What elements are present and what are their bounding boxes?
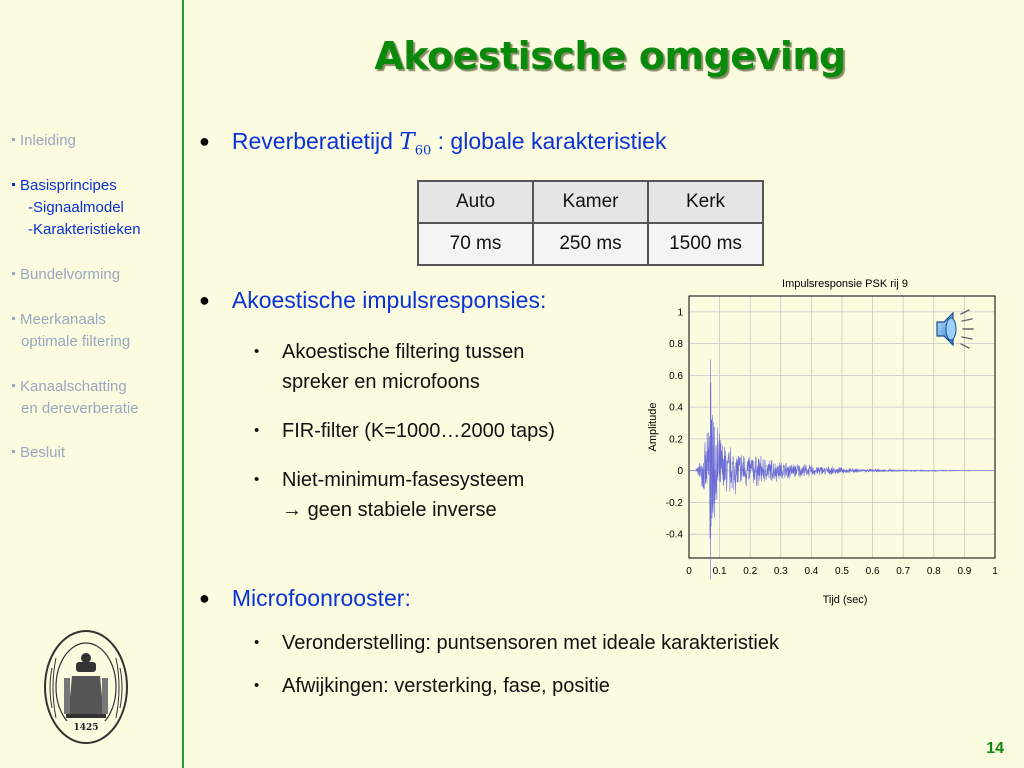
square-bullet-icon: [12, 384, 15, 387]
small-bullet-icon: •: [254, 634, 260, 651]
sub-bullet-non-minimum-phase: • Niet-minimum-fasesysteem → geen stabiele inverse: [282, 465, 524, 525]
bullet-reverberation: ● Reverberatietijd $T_{60}$ : globale karakteristiek: [199, 128, 667, 159]
y-tick-label: 0.8: [669, 339, 683, 351]
x-tick-label: 0.6: [865, 566, 880, 577]
impulse-response-chart: [633, 272, 1018, 607]
y-tick-label: 0.2: [669, 434, 683, 446]
table-row: [418, 223, 763, 265]
round-bullet-icon: ●: [199, 290, 210, 310]
table-cell: 70 ms: [418, 223, 533, 265]
x-tick-label: 0: [686, 566, 692, 577]
nav-item-dereverberatie[interactable]: en dereverberatie: [21, 400, 139, 417]
small-bullet-icon: •: [254, 422, 260, 439]
x-tick-label: 0.4: [804, 566, 819, 577]
y-axis-ticks: [666, 307, 684, 540]
round-bullet-icon: ●: [199, 131, 210, 151]
y-tick-label: 0.4: [669, 402, 683, 414]
nav-item-inleiding[interactable]: Inleiding: [12, 130, 76, 152]
bullet-impulse-responses: ● Akoestische impulsresponsies:: [199, 287, 547, 313]
nav-item-meerkanaals[interactable]: Meerkanaals: [12, 309, 106, 331]
square-bullet-icon: [12, 272, 15, 275]
x-tick-label: 0.7: [896, 566, 911, 577]
square-bullet-icon: [12, 183, 15, 186]
x-tick-label: 0.8: [926, 566, 941, 577]
sub-bullet-acoustic-filtering: • Akoestische filtering tussen spreker en microfoons: [282, 337, 524, 397]
x-tick-label: 0.2: [743, 566, 758, 577]
table-header-cell: Kerk: [648, 181, 763, 223]
sidebar-divider: [182, 0, 184, 768]
y-tick-label: -0.2: [665, 497, 683, 509]
square-bullet-icon: [12, 138, 15, 141]
small-bullet-icon: •: [254, 677, 260, 694]
nav-item-bundelvorming[interactable]: Bundelvorming: [12, 264, 120, 286]
t60-symbol: $T_{60}$: [399, 129, 432, 159]
seal-year: 1425: [73, 723, 99, 733]
chart-title: Impulsresponsie PSK rij 9: [782, 278, 908, 290]
x-tick-label: 0.3: [773, 566, 788, 577]
table-header-cell: Kamer: [533, 181, 648, 223]
sub-bullet-fir-filter: • FIR-filter (K=1000…2000 taps): [282, 416, 555, 446]
y-tick-label: 0: [677, 466, 683, 478]
nav-item-karakteristieken[interactable]: -Karakteristieken: [28, 221, 141, 238]
table-cell: 250 ms: [533, 223, 648, 265]
x-tick-label: 0.9: [957, 566, 972, 577]
nav-item-kanaalschatting[interactable]: Kanaalschatting: [12, 376, 127, 398]
university-seal-logo: [42, 628, 130, 746]
table-cell: 1500 ms: [648, 223, 763, 265]
y-tick-label: -0.4: [665, 529, 683, 541]
small-bullet-icon: •: [254, 343, 260, 360]
table-header-cell: Auto: [418, 181, 533, 223]
speaker-sound-icon[interactable]: [931, 306, 977, 352]
y-tick-label: 1: [677, 307, 683, 319]
x-tick-label: 0.1: [712, 566, 727, 577]
chart-x-label: Tijd (sec): [822, 594, 868, 606]
nav-item-basisprincipes[interactable]: Basisprincipes: [12, 175, 117, 197]
x-axis-ticks: [686, 566, 998, 577]
arrow-right-icon: →: [282, 499, 302, 521]
sub-bullet-assumption: • Veronderstelling: puntsensoren met ideale karakteristiek: [282, 628, 779, 658]
x-tick-label: 1: [992, 566, 998, 577]
page-number: 14: [986, 740, 1004, 757]
round-bullet-icon: ●: [199, 588, 210, 608]
square-bullet-icon: [12, 450, 15, 453]
y-tick-label: 0.6: [669, 370, 683, 382]
table-header-row: [418, 181, 763, 223]
nav-item-optimale-filtering[interactable]: optimale filtering: [21, 333, 131, 350]
slide-title: Akoestische omgeving: [374, 34, 846, 78]
nav-item-besluit[interactable]: Besluit: [12, 442, 65, 464]
reverberation-table: [417, 180, 764, 266]
bullet-microphone-array: ● Microfoonrooster:: [199, 585, 411, 611]
sub-bullet-deviations: • Afwijkingen: versterking, fase, positie: [282, 671, 610, 701]
small-bullet-icon: •: [254, 471, 260, 488]
nav-item-signaalmodel[interactable]: -Signaalmodel: [28, 199, 124, 216]
chart-y-label: Amplitude: [647, 402, 659, 452]
x-tick-label: 0.5: [835, 566, 849, 577]
square-bullet-icon: [12, 317, 15, 320]
